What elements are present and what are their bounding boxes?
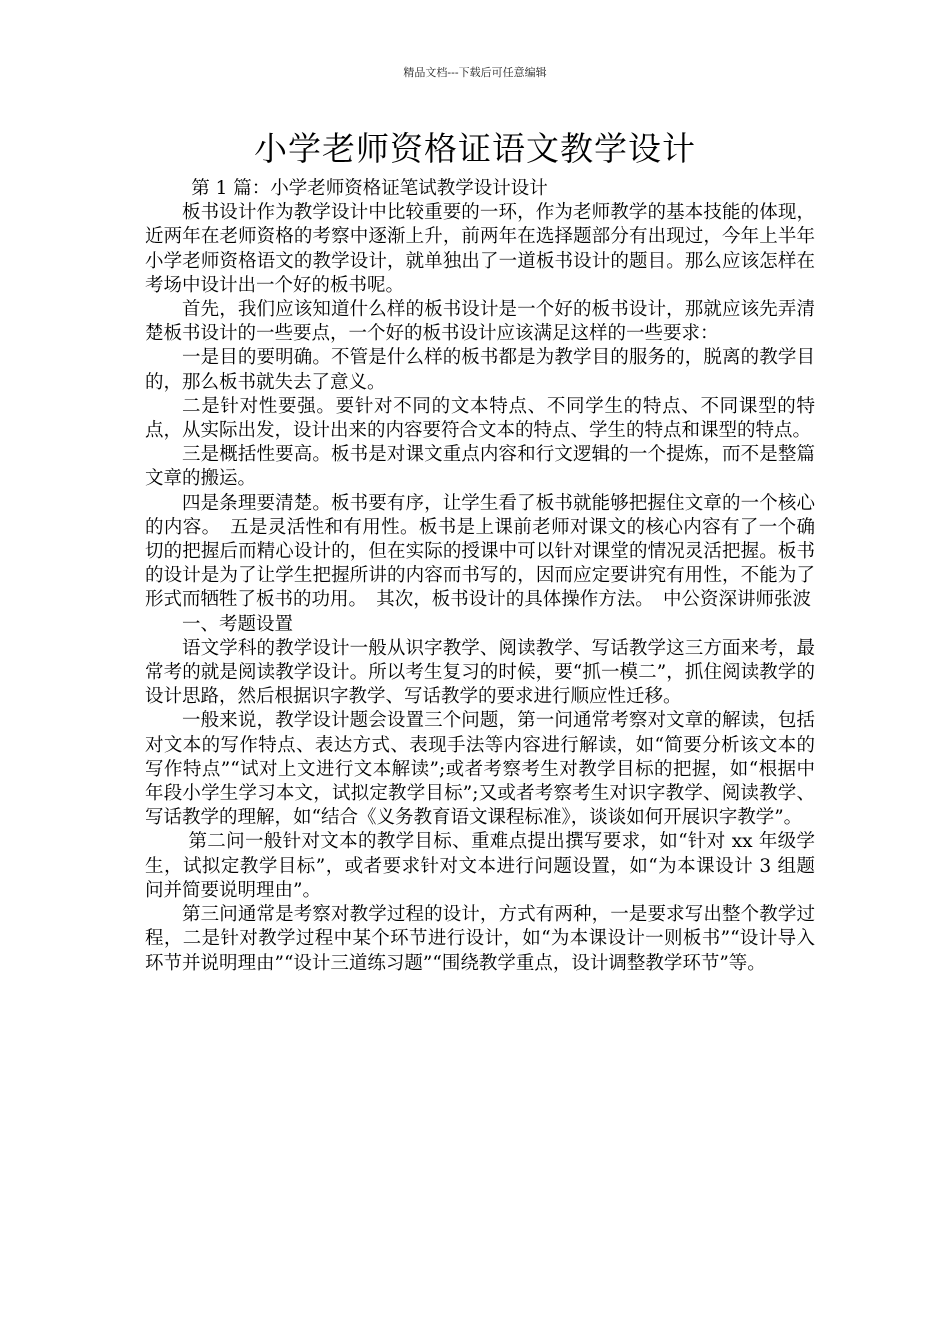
paragraph: 语文学科的教学设计一般从识字教学、阅读教学、写话教学这三方面来考，最常考的就是阅读教学设计。所以考生复习的时候，要“抓一模二”，抓住阅读教学的设计思路，然后根据识字教学、写话教学的要求进行顺应性迁移。: [145, 637, 815, 708]
paragraph: 板书设计作为教学设计中比较重要的一环，作为老师教学的基本技能的体现，近两年在老师资格的考察中逐渐上升，前两年在选择题部分有出现过，今年上半年小学老师资格语文的教学设计，就单独出了一道板书设计的题目。那么应该怎样在考场中设计出一个好的板书呢。: [145, 202, 815, 296]
page-header: 精品文档---下载后可任意编辑: [403, 66, 547, 79]
paragraph: 一是目的要明确。不管是什么样的板书都是为教学目的服务的，脱离的教学目的，那么板书就失去了意义。: [145, 347, 815, 393]
document-title: 小学老师资格证语文教学设计: [254, 129, 696, 168]
section-heading: 一、考题设置: [182, 613, 294, 635]
paragraph: 第二问一般针对文本的教学目标、重难点提出撰写要求，如“针对 xx 年级学生，试拟定教学目标”，或者要求针对文本进行问题设置，如“为本课设计 3 组题问并简要说明理由”。: [145, 831, 815, 901]
paragraph: 四是条理要清楚。板书要有序，让学生看了板书就能够把握住文章的一个核心的内容。 五是灵活性和有用性。板书是上课前老师对课文的核心内容有了一个确切的把握后而精心设计的，但在实际的授课中可以针对课堂的情况灵活把握。板书的设计是为了让学生把握所讲的内容而书写的，因而应定要讲究有用性，不能为了形式而牺牲了板书的功用。 其次，板书设计的具体操作方法。 中公资深讲师张波: [145, 492, 815, 611]
paragraph: 二是针对性要强。要针对不同的文本特点、不同学生的特点、不同课型的特点，从实际出发，设计出来的内容要符合文本的特点、学生的特点和课型的特点。: [145, 395, 815, 442]
paragraph: 首先，我们应该知道什么样的板书设计是一个好的板书设计，那就应该先弄清楚板书设计的一些要点，一个好的板书设计应该满足这样的一些要求：: [145, 299, 815, 345]
paragraph: 一般来说，教学设计题会设置三个问题，第一问通常考察对文章的解读，包括对文本的写作特点、表达方式、表现手法等内容进行解读，如“简要分析该文本的写作特点”“试对上文进行文本解读”;或者考察考生对教学目标的把握，如“根据中年段小学生学习本文，试拟定教学目标”;又或者考察考生对识字教学、阅读教学、写话教学的理解，如“结合《义务教育语文课程标准》，谈谈如何开展识字教学”。: [145, 710, 815, 829]
document-body: [145, 177, 815, 976]
paragraph: 三是概括性要高。板书是对课文重点内容和行文逻辑的一个提炼，而不是整篇文章的搬运。: [145, 444, 815, 490]
section-subtitle: 第 1 篇：小学老师资格证笔试教学设计设计: [191, 178, 548, 199]
paragraph: 第三问通常是考察对教学过程的设计，方式有两种，一是要求写出整个教学过程，二是针对教学过程中某个环节进行设计，如“为本课设计一则板书”“设计导入环节并说明理由”“设计三道练习题”“围绕教学重点，设计调整教学环节”等。: [145, 904, 815, 974]
